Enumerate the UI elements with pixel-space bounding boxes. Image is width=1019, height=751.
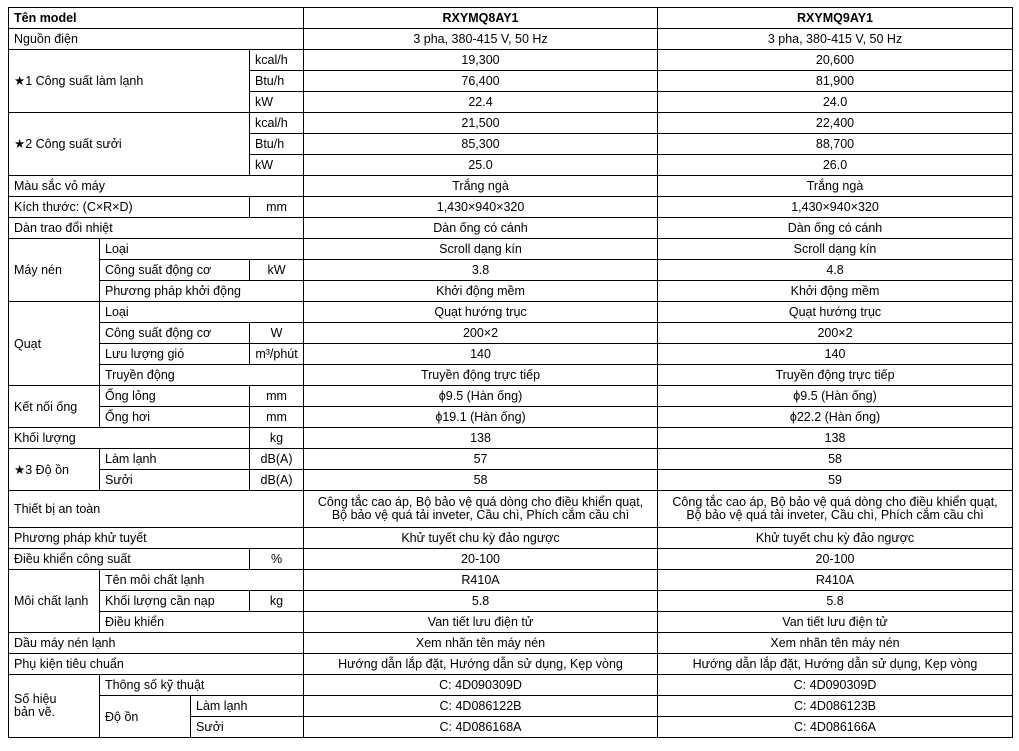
drawing-sound-cooling-label: Làm lạnh <box>191 696 304 717</box>
fan-motor-label: Công suất động cơ <box>100 323 250 344</box>
drawing-sound-heating-value-2: C: 4D086166A <box>658 717 1013 738</box>
fan-row <box>9 323 1013 344</box>
casing-color-row <box>9 176 1013 197</box>
compressor-type-value-1: Scroll dạng kín <box>304 239 658 260</box>
capacity-control-value-1: 20-100 <box>304 549 658 570</box>
heating-value: 25.0 <box>304 155 658 176</box>
fan-type-value-2: Quạt hướng trục <box>658 302 1013 323</box>
refrigerant-control-value-1: Van tiết lưu điện tử <box>304 612 658 633</box>
capacity-control-value-2: 20-100 <box>658 549 1013 570</box>
fan-row <box>9 302 1013 323</box>
fan-drive-label: Truyền động <box>100 365 304 386</box>
refrigerant-row <box>9 612 1013 633</box>
accessories-row <box>9 654 1013 675</box>
drawing-label-line: bản vẽ. <box>14 705 56 719</box>
refrigerant-name-value-2: R410A <box>658 570 1013 591</box>
oil-value-2: Xem nhãn tên máy nén <box>658 633 1013 654</box>
refrigerant-control-label: Điều khiển <box>100 612 304 633</box>
sound-heating-value-2: 59 <box>658 470 1013 491</box>
sound-row <box>9 470 1013 491</box>
compressor-type-value-2: Scroll dạng kín <box>658 239 1013 260</box>
cooling-unit: Btu/h <box>250 71 304 92</box>
power-row <box>9 29 1013 50</box>
oil-row <box>9 633 1013 654</box>
accessories-value-2: Hướng dẫn lắp đặt, Hướng dẫn sử dụng, Kẹp vòng <box>658 654 1013 675</box>
model-name-2: RXYMQ9AY1 <box>658 8 1013 29</box>
dimensions-label: Kích thước: (C×R×D) <box>9 197 250 218</box>
compressor-start-value-1: Khởi động mềm <box>304 281 658 302</box>
refrigerant-name-label: Tên môi chất lạnh <box>100 570 304 591</box>
piping-liquid-value-2: ϕ9.5 (Hàn ống) <box>658 386 1013 407</box>
heat-exchanger-value-1: Dàn ống có cánh <box>304 218 658 239</box>
header-row <box>9 8 1013 29</box>
spec-table <box>8 7 1013 738</box>
cooling-value: 22.4 <box>304 92 658 113</box>
cooling-value: 24.0 <box>658 92 1013 113</box>
sound-heating-value-1: 58 <box>304 470 658 491</box>
cooling-unit: kcal/h <box>250 50 304 71</box>
drawing-sound-label: Độ ồn <box>100 696 191 738</box>
compressor-row <box>9 260 1013 281</box>
sound-heating-unit: dB(A) <box>250 470 304 491</box>
fan-motor-unit: W <box>250 323 304 344</box>
heat-exchanger-row <box>9 218 1013 239</box>
heating-value: 85,300 <box>304 134 658 155</box>
power-label: Nguồn điện <box>9 29 304 50</box>
capacity-control-row <box>9 549 1013 570</box>
compressor-start-value-2: Khởi động mềm <box>658 281 1013 302</box>
piping-gas-value-1: ϕ19.1 (Hàn ống) <box>304 407 658 428</box>
fan-airflow-value-2: 140 <box>658 344 1013 365</box>
piping-row <box>9 407 1013 428</box>
compressor-motor-label: Công suất động cơ <box>100 260 250 281</box>
piping-gas-unit: mm <box>250 407 304 428</box>
heating-row <box>9 113 1013 134</box>
safety-value-line: Công tắc cao áp, Bộ bảo vệ quá dòng cho điều khiển quạt, <box>317 495 644 509</box>
drawing-spec-value-1: C: 4D090309D <box>304 675 658 696</box>
accessories-value-1: Hướng dẫn lắp đặt, Hướng dẫn sử dụng, Kẹp vòng <box>304 654 658 675</box>
fan-row <box>9 344 1013 365</box>
sound-heating-label: Sưởi <box>100 470 250 491</box>
compressor-motor-value-2: 4.8 <box>658 260 1013 281</box>
dimensions-value-2: 1,430×940×320 <box>658 197 1013 218</box>
compressor-row <box>9 239 1013 260</box>
safety-value-line: Bộ bảo vệ quá tải inveter, Cầu chì, Phích cắm cầu chì <box>331 508 630 522</box>
cooling-row <box>9 50 1013 71</box>
fan-motor-value-1: 200×2 <box>304 323 658 344</box>
weight-value-2: 138 <box>658 428 1013 449</box>
drawing-spec-label: Thông số kỹ thuật <box>100 675 304 696</box>
capacity-control-unit: % <box>250 549 304 570</box>
cooling-value: 81,900 <box>658 71 1013 92</box>
piping-liquid-value-1: ϕ9.5 (Hàn ống) <box>304 386 658 407</box>
defrost-row <box>9 528 1013 549</box>
drawing-label-line: Số hiệu <box>14 692 57 706</box>
piping-gas-value-2: ϕ22.2 (Hàn ống) <box>658 407 1013 428</box>
fan-motor-value-2: 200×2 <box>658 323 1013 344</box>
fan-airflow-unit: m³/phút <box>250 344 304 365</box>
refrigerant-control-value-2: Van tiết lưu điện tử <box>658 612 1013 633</box>
safety-value-1 <box>304 491 658 528</box>
heating-value: 88,700 <box>658 134 1013 155</box>
safety-label: Thiết bị an toàn <box>9 491 304 528</box>
dimensions-unit: mm <box>250 197 304 218</box>
defrost-value-2: Khử tuyết chu kỳ đảo ngược <box>658 528 1013 549</box>
weight-value-1: 138 <box>304 428 658 449</box>
refrigerant-row <box>9 570 1013 591</box>
refrigerant-charge-unit: kg <box>250 591 304 612</box>
fan-label: Quạt <box>9 302 100 386</box>
cooling-value: 19,300 <box>304 50 658 71</box>
heat-exchanger-label: Dàn trao đổi nhiệt <box>9 218 304 239</box>
heating-label: ★2 Công suất sưởi <box>9 113 250 176</box>
drawing-label <box>9 675 100 738</box>
sound-cooling-value-1: 57 <box>304 449 658 470</box>
compressor-label: Máy nén <box>9 239 100 302</box>
weight-unit: kg <box>250 428 304 449</box>
fan-airflow-label: Lưu lượng gió <box>100 344 250 365</box>
piping-liquid-label: Ống lỏng <box>100 386 250 407</box>
defrost-label: Phương pháp khử tuyết <box>9 528 304 549</box>
drawing-sound-cooling-value-1: C: 4D086122B <box>304 696 658 717</box>
cooling-label: ★1 Công suất làm lạnh <box>9 50 250 113</box>
refrigerant-charge-value-1: 5.8 <box>304 591 658 612</box>
safety-value-2 <box>658 491 1013 528</box>
piping-gas-label: Ống hơi <box>100 407 250 428</box>
fan-drive-value-1: Truyền động trực tiếp <box>304 365 658 386</box>
weight-row <box>9 428 1013 449</box>
heating-value: 22,400 <box>658 113 1013 134</box>
fan-type-value-1: Quạt hướng trục <box>304 302 658 323</box>
fan-airflow-value-1: 140 <box>304 344 658 365</box>
compressor-type-label: Loại <box>100 239 304 260</box>
sound-cooling-value-2: 58 <box>658 449 1013 470</box>
refrigerant-charge-label: Khối lượng cần nạp <box>100 591 250 612</box>
refrigerant-row <box>9 591 1013 612</box>
safety-value-line: Công tắc cao áp, Bộ bảo vệ quá dòng cho điều khiển quạt, <box>672 495 998 509</box>
piping-row <box>9 386 1013 407</box>
heating-value: 26.0 <box>658 155 1013 176</box>
capacity-control-label: Điều khiển công suất <box>9 549 250 570</box>
cooling-value: 20,600 <box>658 50 1013 71</box>
piping-label: Kết nối ống <box>9 386 100 428</box>
model-header-label: Tên model <box>9 8 304 29</box>
compressor-motor-unit: kW <box>250 260 304 281</box>
drawing-sound-heating-value-1: C: 4D086168A <box>304 717 658 738</box>
casing-color-value-1: Trắng ngà <box>304 176 658 197</box>
fan-type-label: Loại <box>100 302 304 323</box>
drawing-sound-cooling-value-2: C: 4D086123B <box>658 696 1013 717</box>
power-value-2: 3 pha, 380-415 V, 50 Hz <box>658 29 1013 50</box>
sound-cooling-label: Làm lạnh <box>100 449 250 470</box>
heating-value: 21,500 <box>304 113 658 134</box>
oil-label: Dầu máy nén lạnh <box>9 633 304 654</box>
dimensions-value-1: 1,430×940×320 <box>304 197 658 218</box>
heating-unit: Btu/h <box>250 134 304 155</box>
safety-value-line: Bộ bảo vệ quá tải inveter, Cầu chì, Phích cắm cầu chì <box>686 508 984 522</box>
fan-row <box>9 365 1013 386</box>
heating-unit: kcal/h <box>250 113 304 134</box>
drawing-spec-value-2: C: 4D090309D <box>658 675 1013 696</box>
sound-row <box>9 449 1013 470</box>
fan-drive-value-2: Truyền động trực tiếp <box>658 365 1013 386</box>
compressor-row <box>9 281 1013 302</box>
piping-liquid-unit: mm <box>250 386 304 407</box>
cooling-unit: kW <box>250 92 304 113</box>
sound-label: ★3 Độ ồn <box>9 449 100 491</box>
refrigerant-name-value-1: R410A <box>304 570 658 591</box>
casing-color-label: Màu sắc vỏ máy <box>9 176 304 197</box>
defrost-value-1: Khử tuyết chu kỳ đảo ngược <box>304 528 658 549</box>
accessories-label: Phụ kiện tiêu chuẩn <box>9 654 304 675</box>
heating-unit: kW <box>250 155 304 176</box>
heat-exchanger-value-2: Dàn ống có cánh <box>658 218 1013 239</box>
casing-color-value-2: Trắng ngà <box>658 176 1013 197</box>
compressor-start-label: Phương pháp khởi động <box>100 281 304 302</box>
refrigerant-label: Môi chất lạnh <box>9 570 100 633</box>
drawing-row <box>9 675 1013 696</box>
compressor-motor-value-1: 3.8 <box>304 260 658 281</box>
sound-cooling-unit: dB(A) <box>250 449 304 470</box>
refrigerant-charge-value-2: 5.8 <box>658 591 1013 612</box>
drawing-row <box>9 696 1013 717</box>
safety-row <box>9 491 1013 528</box>
oil-value-1: Xem nhãn tên máy nén <box>304 633 658 654</box>
dimensions-row <box>9 197 1013 218</box>
model-name-1: RXYMQ8AY1 <box>304 8 658 29</box>
weight-label: Khối lượng <box>9 428 250 449</box>
cooling-value: 76,400 <box>304 71 658 92</box>
drawing-sound-heating-label: Sưởi <box>191 717 304 738</box>
power-value-1: 3 pha, 380-415 V, 50 Hz <box>304 29 658 50</box>
